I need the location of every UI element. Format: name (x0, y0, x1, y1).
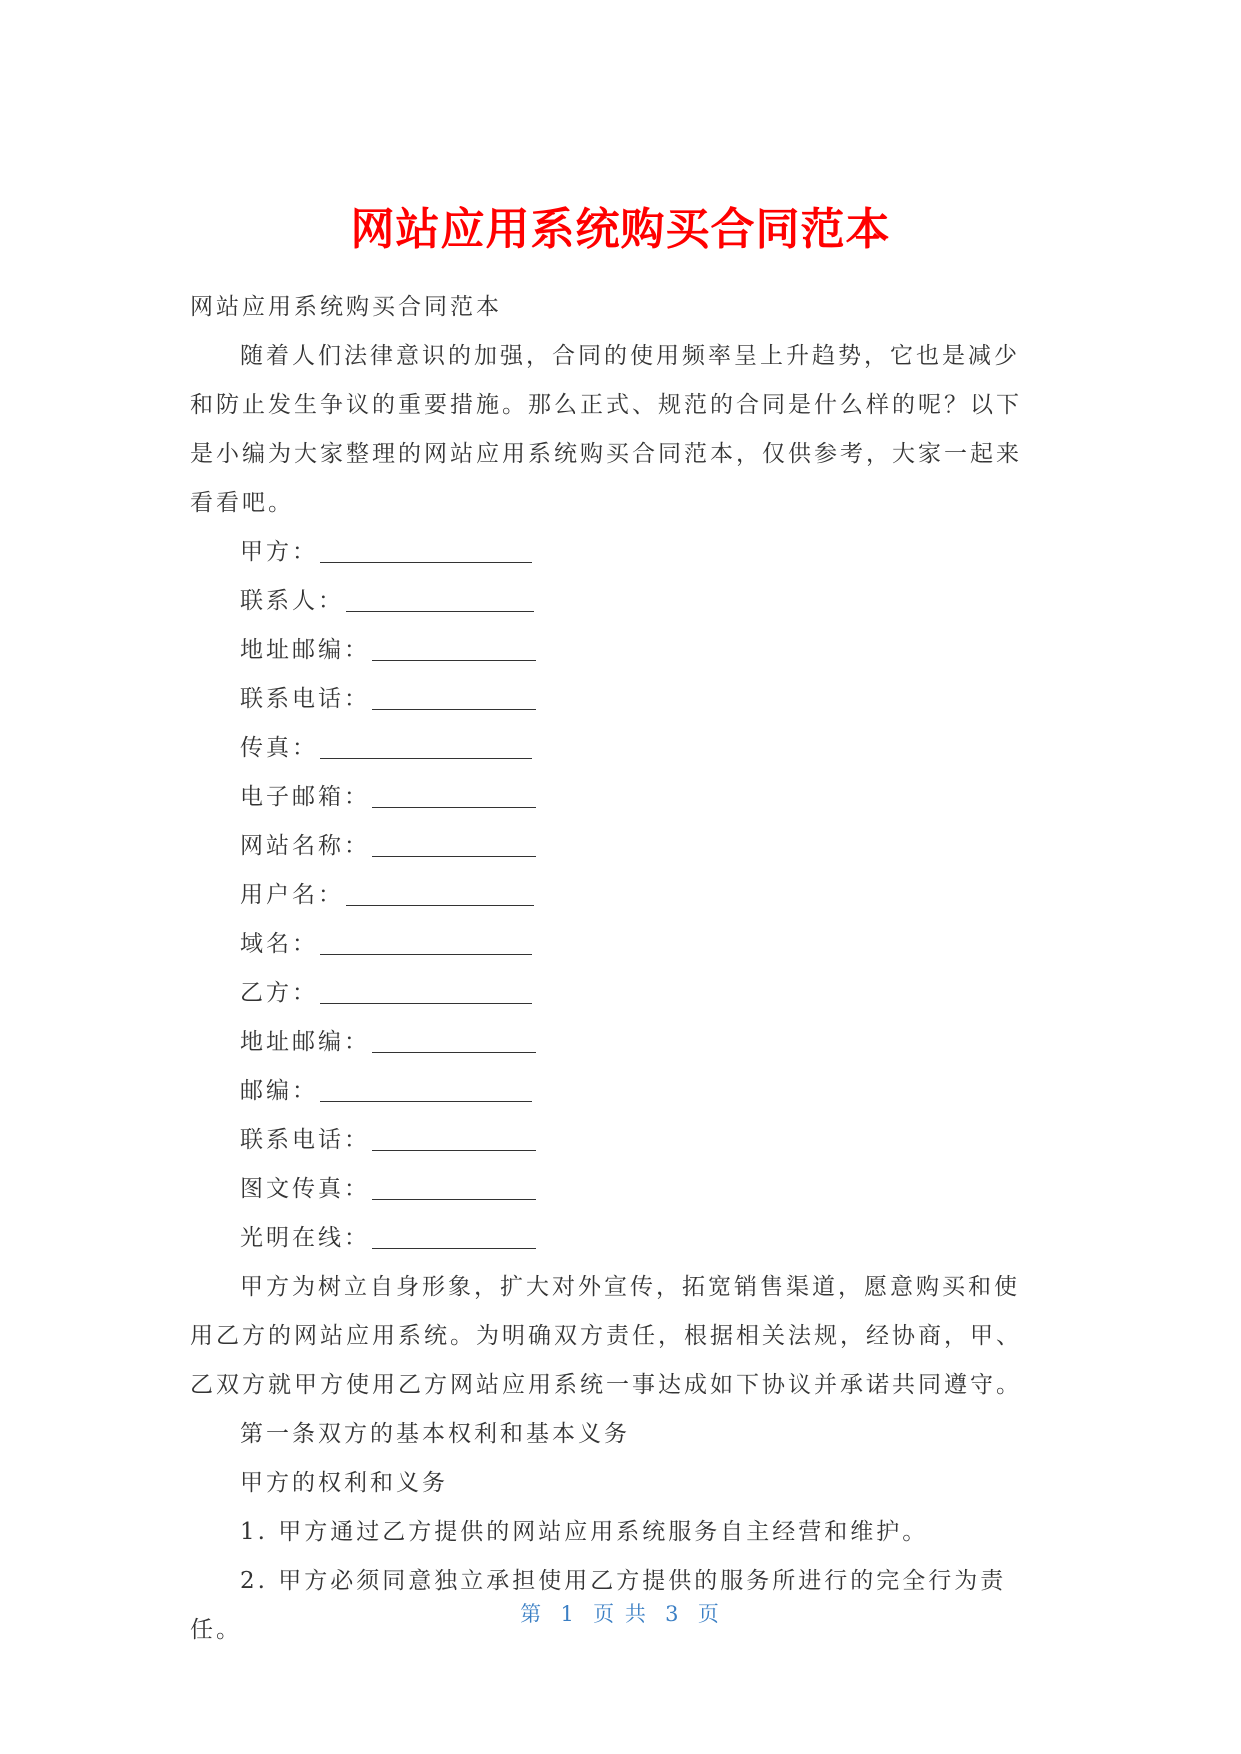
intro-paragraph: 随着人们法律意识的加强，合同的使用频率呈上升趋势，它也是减少和防止发生争议的重要措施。那么正式、规范的合同是什么样的呢？以下是小编为大家整理的网站应用系统购买合同范本，仅供参考，大家一起来看看吧。 (190, 343, 1022, 516)
field-label: 地址邮编： (240, 637, 370, 663)
fill-in-blank (372, 830, 536, 857)
field-label: 甲方： (240, 539, 318, 565)
field-label: 电子邮箱： (240, 784, 370, 810)
fill-in-blank (372, 1222, 536, 1249)
clause-item: 2. 甲方必须同意独立承担使用乙方提供的服务所进行的完全行为责任。 (190, 1568, 1007, 1643)
field-phone (190, 675, 1045, 724)
fill-in-blank (320, 536, 532, 563)
fill-in-blank (372, 1124, 536, 1151)
fill-in-blank (372, 683, 536, 710)
field-label: 乙方： (240, 980, 318, 1006)
field-party-a (190, 528, 1045, 577)
fill-in-blank (372, 1026, 536, 1053)
field-label: 联系电话： (240, 686, 370, 712)
field-label: 域名： (240, 931, 318, 957)
field-phone-b (190, 1116, 1045, 1165)
field-label: 邮编： (240, 1078, 318, 1104)
clause-item: 1. 甲方通过乙方提供的网站应用系统服务自主经营和维护。 (240, 1519, 929, 1545)
fill-in-blank (372, 781, 536, 808)
field-label: 联系人： (240, 588, 344, 614)
field-domain (190, 920, 1045, 969)
fill-in-blank (372, 1173, 536, 1200)
fill-in-blank (320, 1075, 532, 1102)
field-label: 传真： (240, 735, 318, 761)
field-label: 光明在线： (240, 1225, 370, 1251)
field-label: 联系电话： (240, 1127, 370, 1153)
field-email (190, 773, 1045, 822)
field-website-name (190, 822, 1045, 871)
field-label: 地址邮编： (240, 1029, 370, 1055)
fill-in-blank (320, 977, 532, 1004)
fill-in-blank (346, 585, 534, 612)
fill-in-blank (372, 634, 536, 661)
page-number-footer: 第 1 页 共 3 页 (520, 1602, 721, 1626)
section-heading: 甲方的权利和义务 (240, 1470, 448, 1496)
field-label: 网站名称： (240, 833, 370, 859)
article-heading: 第一条双方的基本权利和基本义务 (240, 1421, 630, 1447)
fill-in-blank (346, 879, 534, 906)
field-label: 用户名： (240, 882, 344, 908)
field-fax (190, 724, 1045, 773)
field-party-b (190, 969, 1045, 1018)
field-contact-person (190, 577, 1045, 626)
field-image-fax (190, 1165, 1045, 1214)
field-postcode (190, 1067, 1045, 1116)
preamble-paragraph: 甲方为树立自身形象，扩大对外宣传，拓宽销售渠道，愿意购买和使用乙方的网站应用系统。为明确双方责任，根据相关法规，经协商，甲、乙双方就甲方使用乙方网站应用系统一事达成如下协议并承诺共同遵守。 (190, 1274, 1022, 1398)
field-address-postcode (190, 626, 1045, 675)
field-online (190, 1214, 1045, 1263)
field-address-postcode-b (190, 1018, 1045, 1067)
field-label: 图文传真： (240, 1176, 370, 1202)
document-body (190, 283, 1045, 1655)
fill-in-blank (320, 928, 532, 955)
document-subtitle: 网站应用系统购买合同范本 (190, 294, 502, 320)
document-title: 网站应用系统购买合同范本 (350, 204, 891, 255)
field-username (190, 871, 1045, 920)
fill-in-blank (320, 732, 532, 759)
